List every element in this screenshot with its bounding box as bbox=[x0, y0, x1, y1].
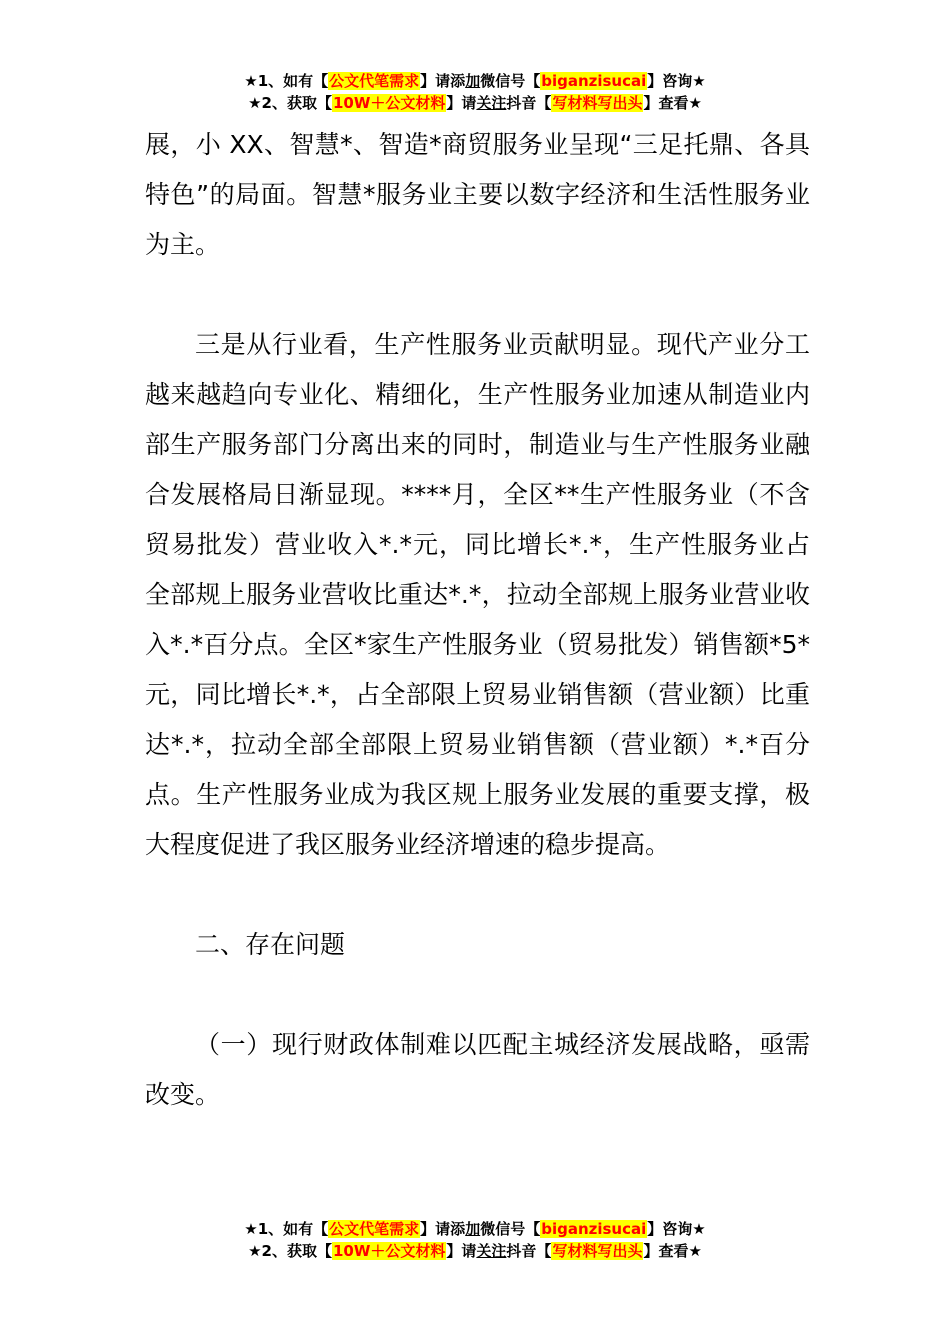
banner-line-1 bbox=[0, 70, 950, 92]
spacer bbox=[145, 270, 810, 320]
highlight-text: biganzisucai bbox=[541, 1220, 647, 1238]
banner-line-2 bbox=[0, 92, 950, 114]
footer-banner bbox=[0, 1218, 950, 1262]
banner-text: ★2、获取【 bbox=[248, 1242, 332, 1260]
banner-text: 】请 bbox=[446, 1242, 477, 1260]
underlined-text: 关注 bbox=[476, 94, 507, 112]
banner-text: 抖音【 bbox=[506, 1242, 552, 1260]
paragraph: 三是从行业看，生产性服务业贡献明显。现代产业分工越来越趋向专业化、精细化，生产性服务业加速从制造业内部生产服务部门分离出来的同时，制造业与生产性服务业融合发展格局日渐显现。****月，全区**生产性服务业（不含贸易批发）营业收入*.*元，同比增长*.*，生产性服务业占全部规上服务业营收比重达*.*，拉动全部规上服务业营业收入*.*百分点。全区*家生产性服务业（贸易批发）销售额*5*元，同比增长*.*，占全部限上贸易业销售额（营业额）比重达*.*，拉动全部全部限上贸易业销售额（营业额）*.*百分点。生产性服务业成为我区规上服务业发展的重要支撑，极大程度促进了我区服务业经济增速的稳步提高。 bbox=[145, 330, 810, 859]
banner-line-1 bbox=[0, 1218, 950, 1240]
banner-text: ★2、获取【 bbox=[248, 94, 332, 112]
highlight-text: 写材料写出头 bbox=[552, 1242, 643, 1260]
header-banner bbox=[0, 70, 950, 114]
document-body bbox=[145, 120, 810, 1120]
paragraph: 展，小 XX、智慧*、智造*商贸服务业呈现“三足托鼎、各具特色”的局面。智慧*服务业主要以数字经济和生活性服务业为主。 bbox=[145, 130, 810, 259]
banner-text: 微信号【 bbox=[480, 72, 541, 90]
banner-text: 微信号【 bbox=[480, 1220, 541, 1238]
paragraph: （一）现行财政体制难以匹配主城经济发展战略，亟需改变。 bbox=[145, 1030, 810, 1109]
highlight-text: 10W＋公文材料 bbox=[332, 1242, 446, 1260]
banner-text: ★1、如有【 bbox=[244, 1220, 329, 1238]
underlined-text: 关注 bbox=[476, 1242, 507, 1260]
spacer bbox=[145, 870, 810, 920]
highlight-text: 公文代笔需求 bbox=[329, 1220, 420, 1238]
banner-text: 】请添 bbox=[420, 1220, 466, 1238]
section-heading: 二、存在问题 bbox=[195, 930, 346, 959]
banner-text: 】咨询★ bbox=[647, 72, 706, 90]
spacer bbox=[145, 970, 810, 1020]
banner-text: 】查看★ bbox=[643, 1242, 702, 1260]
highlight-text: 写材料写出头 bbox=[552, 94, 643, 112]
banner-text: 】请添 bbox=[420, 72, 466, 90]
underlined-text: 加 bbox=[465, 72, 481, 90]
banner-text: 】请 bbox=[446, 94, 477, 112]
underlined-text: 加 bbox=[465, 1220, 481, 1238]
highlight-text: 公文代笔需求 bbox=[329, 72, 420, 90]
banner-text: 】查看★ bbox=[643, 94, 702, 112]
highlight-text: 10W＋公文材料 bbox=[332, 94, 446, 112]
banner-text: 】咨询★ bbox=[647, 1220, 706, 1238]
highlight-text: biganzisucai bbox=[541, 72, 647, 90]
banner-line-2 bbox=[0, 1240, 950, 1262]
banner-text: 抖音【 bbox=[506, 94, 552, 112]
banner-text: ★1、如有【 bbox=[244, 72, 329, 90]
